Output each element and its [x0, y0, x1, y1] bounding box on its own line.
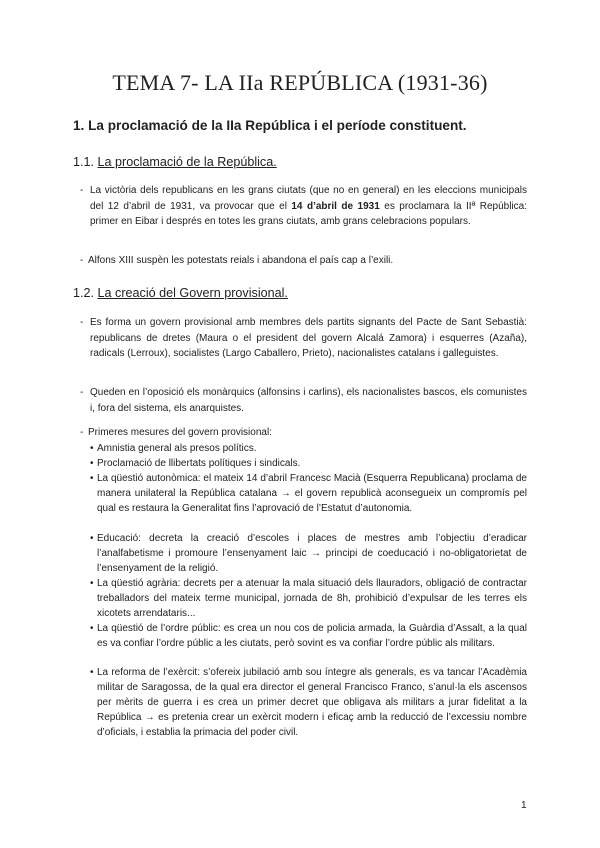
dash-marker: - [80, 255, 84, 266]
paragraph-text: es proclamara la IIª República: primer en Eibar i després en totes les grans ciutats, amb grans celebracions populars. [90, 200, 527, 227]
dash-marker: - [80, 427, 84, 438]
list-item: La qüestió de l’ordre públic: es crea un nou cos de policia armada, la Guàrdia d’Assalt, a la qual es va confiar l’ordre públic a les ciutats, però sovint es va confiar l’ordre públic als militars. [97, 623, 527, 649]
bullet-marker: • [90, 473, 94, 484]
subsection-number: 1.1. [73, 155, 95, 169]
subsection-title: La creació del Govern provisional. [97, 286, 288, 300]
paragraph: Primeres mesures del govern provisional: [88, 427, 272, 438]
paragraph: Alfons XIII suspèn les potestats reials i abandona el país cap a l’exili. [88, 255, 394, 266]
list-item: Amnistia general als presos polítics. [97, 443, 257, 454]
section-heading: 1. La proclamació de la IIa República i el període constituent. [73, 118, 467, 133]
list-item: La qüestió autonòmica: el mateix 14 d’abril Francesc Macià (Esquerra Republicana) proclama de manera unilateral la República catalana → el govern republicà aconsegueix un compromís pel qual es restaura la Generalitat fins l’aprovació de l’Estatut d’autonomia. [97, 473, 527, 514]
paragraph: Es forma un govern provisional amb membres dels partits signants del Pacte de Sant Sebastià: republicans de dretes (Maura o el president del govern Alcalá Zamora) i esquerres (Azaña), radicals (Lerroux), socialistes (Largo Caballero, Prieto), nacionalistes catalans i galleguistes. [90, 317, 527, 359]
bullet-marker: • [90, 533, 94, 544]
dash-marker: - [80, 185, 84, 196]
bullet-marker: • [90, 667, 94, 678]
subsection-heading-1 [73, 155, 277, 169]
bullet-marker: • [90, 578, 94, 589]
bullet-marker: • [90, 458, 94, 469]
bullet-marker: • [90, 443, 94, 454]
page-number: 1 [521, 800, 527, 811]
list-item: Proclamació de llibertats polítiques i sindicals. [97, 458, 301, 469]
paragraph-text: La victòria dels republicans en les grans ciutats (que no en general) en les eleccions municipals del 12 d’abril de 1931, va provocar que el [90, 185, 527, 212]
list-item: Educació: decreta la creació d’escoles i places de mestres amb l’objectiu d’eradicar l’analfabetisme i promoure l’ensenyament laic → principi de coeducació i no-obligatorietat de l’ensenyament de la religió. [97, 533, 527, 574]
paragraph: Queden en l’oposició els monàrquics (alfonsins i carlins), els nacionalistes bascos, els comunistes i, fora del sistema, els anarquistes. [90, 387, 527, 414]
bold-date: 14 d’abril de 1931 [291, 200, 380, 212]
list-item: La reforma de l’exèrcit: s’ofereix jubilació amb sou íntegre als generals, es va tancar l’Acadèmia militar de Saragossa, de la qual era director el general Francisco Franco, s’anul·la els ascensos per mèrits de guerra i es crea un primer decret que obligava als militars a jurar fidelitat a la República → es pretenia crear un exèrcit modern i eficaç amb la reducció de l’excessiu nombre d’oficials, i establia la primacia del poder civil. [97, 667, 527, 738]
bullet-marker: • [90, 623, 94, 634]
list-item: La qüestió agrària: decrets per a atenuar la mala situació dels llauradors, obligació de contractar treballadors del mateix terme municipal, jornada de 8h, prohibició d’expulsar de les terres els xicotets arrendataris... [97, 578, 527, 619]
paragraph [90, 183, 527, 230]
subsection-title: La proclamació de la República. [97, 155, 277, 169]
subsection-number: 1.2. [73, 286, 95, 300]
dash-marker: - [80, 317, 84, 328]
page-title: TEMA 7- LA IIa REPÚBLICA (1931-36) [112, 70, 488, 95]
subsection-heading-2 [73, 286, 288, 300]
dash-marker: - [80, 387, 84, 398]
